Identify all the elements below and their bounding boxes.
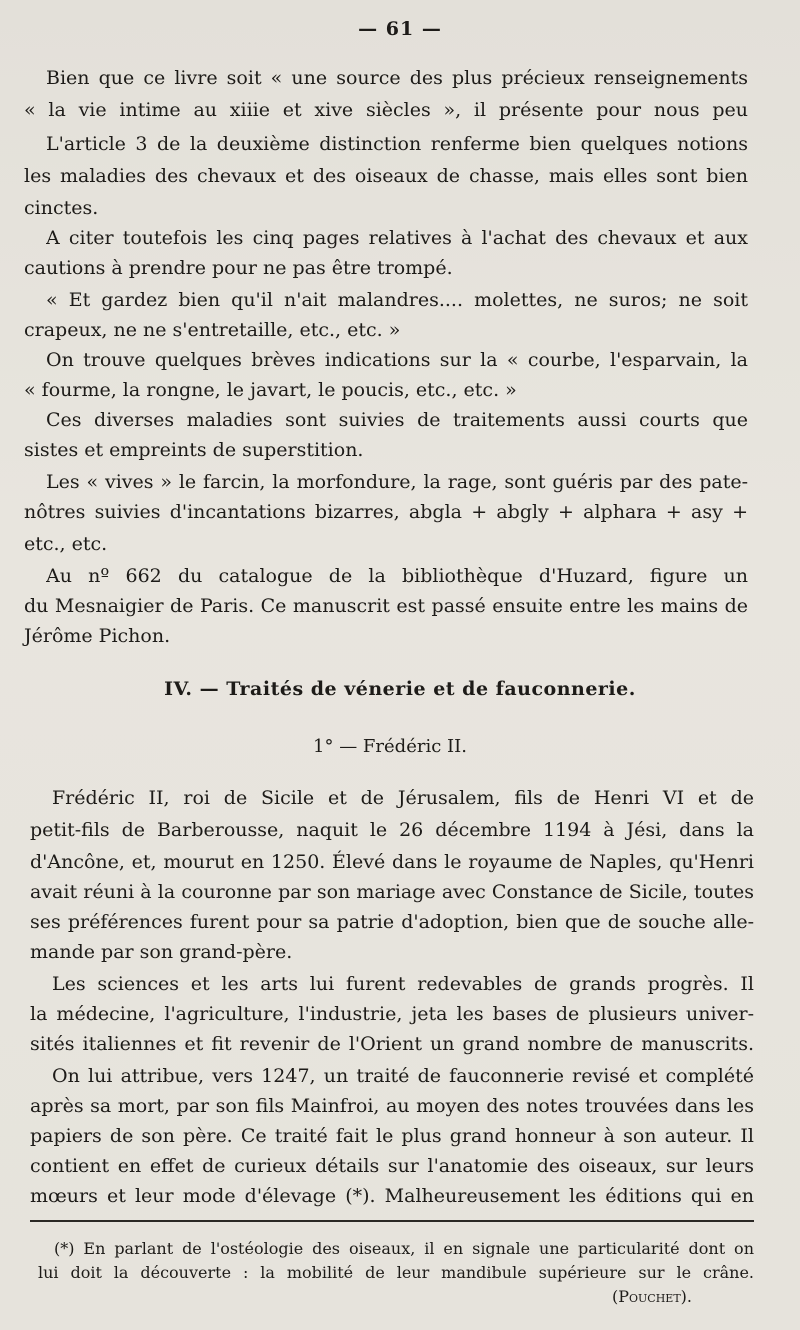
section-heading: IV. — Traités de vénerie et de fauconnerie.: [164, 678, 636, 700]
text-line: « la vie intime au xiiie et xive siècles », il présente pour nous peu: [24, 99, 748, 121]
text-line: Au nº 662 du catalogue de la bibliothèque d'Huzard, figure un: [46, 565, 748, 587]
text-line: « fourme, la rongne, le javart, le poucis, etc., etc. »: [24, 379, 517, 401]
subsection-heading: 1° — Frédéric II.: [313, 736, 467, 757]
text-line: « Et gardez bien qu'il n'ait malandres.... molettes, ne suros; ne soit: [46, 289, 748, 311]
text-line: petit-fils de Barberousse, naquit le 26 décembre 1194 à Jési, dans la: [30, 819, 754, 841]
text-line: après sa mort, par son fils Mainfroi, au moyen des notes trouvées dans les: [30, 1095, 754, 1117]
text-line: sités italiennes et fit revenir de l'Orient un grand nombre de manuscrits.: [30, 1033, 754, 1055]
text-line: d'Ancône, et, mourut en 1250. Élevé dans le royaume de Naples, qu'Henri: [30, 851, 754, 873]
text-line: On trouve quelques brèves indications sur la « courbe, l'esparvain, la: [46, 349, 748, 371]
text-line: On lui attribue, vers 1247, un traité de fauconnerie revisé et complété: [52, 1065, 754, 1087]
footnote-line: (*) En parlant de l'ostéologie des oiseaux, il en signale une particularité dont on: [54, 1239, 754, 1258]
text-line: contient en effet de curieux détails sur l'anatomie des oiseaux, sur leurs: [30, 1155, 754, 1177]
text-line: Les sciences et les arts lui furent redevables de grands progrès. Il: [52, 973, 754, 995]
text-line: papiers de son père. Ce traité fait le plus grand honneur à son auteur. Il: [30, 1125, 754, 1147]
text-line: Jérôme Pichon.: [24, 625, 171, 647]
footnote-separator: [30, 1220, 754, 1222]
text-line: les maladies des chevaux et des oiseaux de chasse, mais elles sont bien: [24, 165, 748, 187]
text-line: mande par son grand-père.: [30, 941, 293, 963]
text-line: avait réuni à la couronne par son mariage avec Constance de Sicile, toutes: [30, 881, 754, 903]
text-line: A citer toutefois les cinq pages relatives à l'achat des chevaux et aux: [46, 227, 748, 249]
text-line: etc., etc.: [24, 533, 108, 555]
text-line: crapeux, ne ne s'entretaille, etc., etc. »: [24, 319, 401, 341]
text-line: L'article 3 de la deuxième distinction renferme bien quelques notions: [46, 133, 748, 155]
text-line: cinctes.: [24, 197, 99, 219]
text-line: sistes et empreints de superstition.: [24, 439, 364, 461]
text-line: nôtres suivies d'incantations bizarres, abgla + abgly + alphara + asy +: [24, 501, 748, 523]
footnote-signature: (Pouchet).: [612, 1287, 693, 1306]
text-line: Bien que ce livre soit « une source des plus précieux renseignements: [46, 67, 748, 89]
footnote-line: lui doit la découverte : la mobilité de leur mandibule supérieure sur le crâne.: [38, 1263, 754, 1282]
text-line: Ces diverses maladies sont suivies de traitements aussi courts que: [46, 409, 748, 431]
text-line: ses préférences furent pour sa patrie d'adoption, bien que de souche alle-: [30, 911, 754, 933]
text-line: cautions à prendre pour ne pas être trompé.: [24, 257, 453, 279]
page-number: — 61 —: [358, 18, 442, 40]
text-line: du Mesnaigier de Paris. Ce manuscrit est passé ensuite entre les mains de: [24, 595, 748, 617]
text-line: Frédéric II, roi de Sicile et de Jérusalem, fils de Henri VI et de: [52, 787, 754, 809]
text-line: la médecine, l'agriculture, l'industrie, jeta les bases de plusieurs univer-: [30, 1003, 754, 1025]
text-line: mœurs et leur mode d'élevage (*). Malheureusement les éditions qui en: [30, 1185, 754, 1207]
text-line: Les « vives » le farcin, la morfondure, la rage, sont guéris par des pate-: [46, 471, 748, 493]
